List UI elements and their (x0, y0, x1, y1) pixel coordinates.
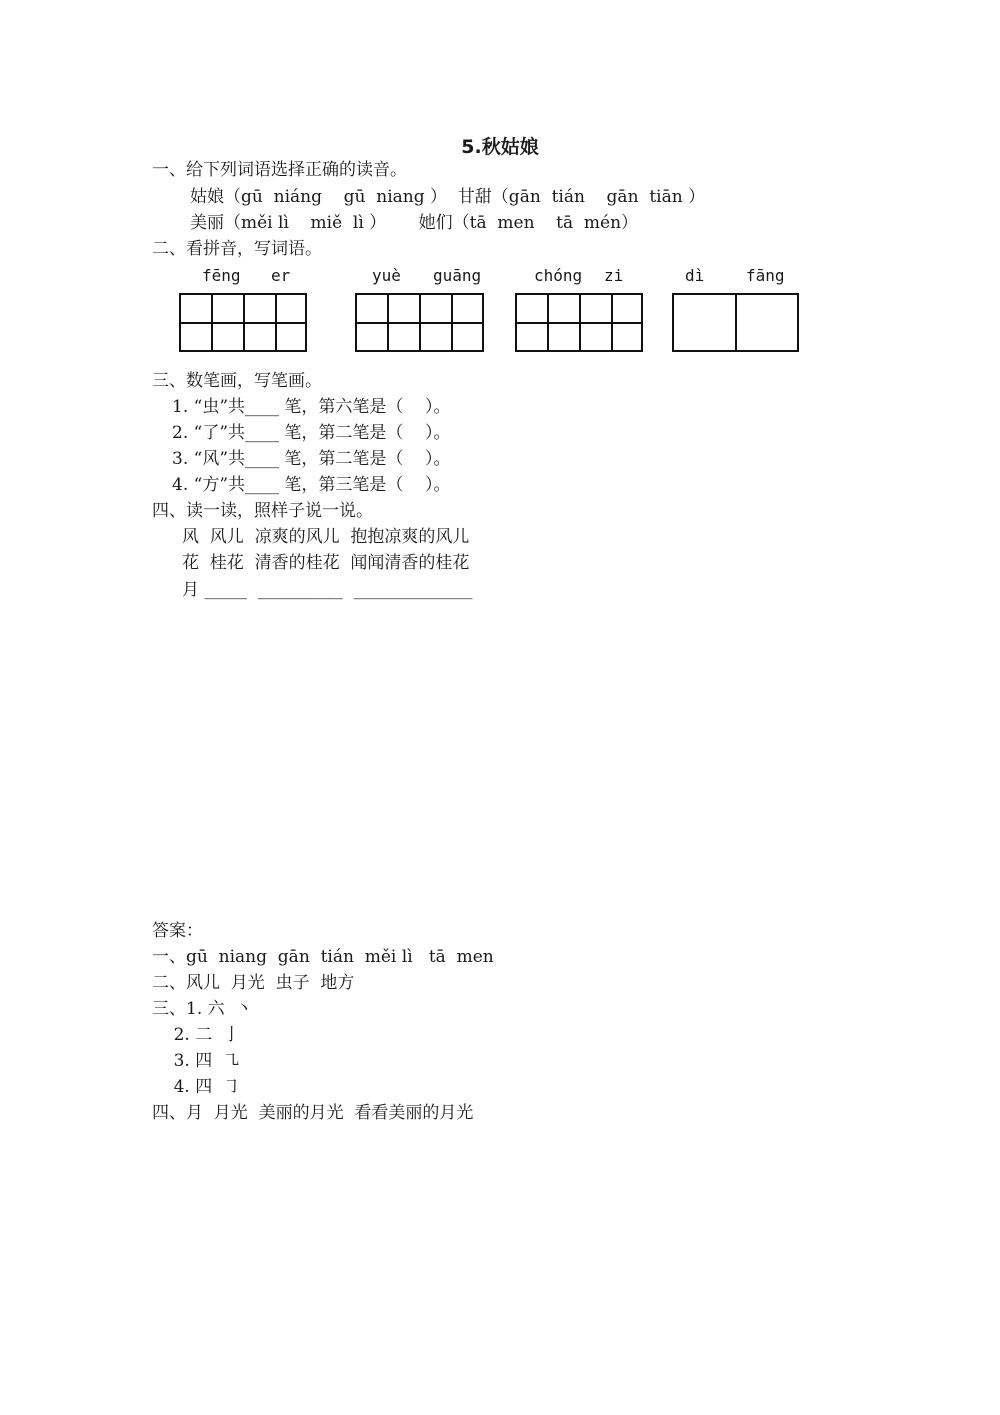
answer-3-3: 3. 四 ㇈ (152, 1051, 241, 1071)
pinyin-zi: zi (604, 266, 624, 285)
phrase-row-feng: 风 风儿 凉爽的风儿 抱抱凉爽的风儿 (182, 527, 470, 547)
writing-grid-chongzi[interactable] (515, 293, 643, 352)
phrase-row-hua: 花 桂花 清香的桂花 闻闻清香的桂花 (182, 553, 470, 573)
answer-1: 一、gū niang gān tián měi lì tā men (152, 947, 494, 967)
answer-4: 四、月 月光 美丽的月光 看看美丽的月光 (152, 1103, 474, 1123)
stroke-question-3: 3. “风”共____ 笔，第二笔是（ ）。 (172, 449, 451, 469)
section2-heading: 二、看拼音，写词语。 (152, 239, 322, 259)
section1-row-2: 美丽（měi lì miě lì ） 她们（tā men tā mén） (190, 213, 639, 233)
pinyin-er: er (271, 266, 291, 285)
section3-heading: 三、数笔画，写笔画。 (152, 371, 322, 391)
answer-3-1: 三、1. 六 丶 (152, 999, 253, 1019)
pinyin-yue: yuè (372, 266, 401, 285)
answers-heading: 答案： (152, 921, 203, 941)
section1-row-1: 姑娘（gū niáng gū niang ） 甘甜（gān tián gān tiān ） (190, 187, 706, 207)
answer-3-4: 4. 四 ㇆ (152, 1077, 241, 1097)
pinyin-guang: guāng (433, 266, 482, 285)
section1-heading: 一、给下列词语选择正确的读音。 (152, 160, 407, 180)
stroke-question-1: 1. “虫”共____ 笔，第六笔是（ ）。 (172, 397, 451, 417)
answer-3-2: 2. 二 亅 (152, 1025, 241, 1045)
writing-grid-difang[interactable] (672, 293, 799, 352)
section4-heading: 四、读一读，照样子说一说。 (152, 501, 373, 521)
pinyin-feng: fēng (202, 266, 241, 285)
pinyin-fang: fāng (746, 266, 785, 285)
pinyin-di: dì (685, 266, 705, 285)
stroke-question-2: 2. “了”共____ 笔，第二笔是（ ）。 (172, 423, 451, 443)
writing-grid-yueguang[interactable] (355, 293, 484, 352)
answer-2: 二、风儿 月光 虫子 地方 (152, 973, 355, 993)
writing-grid-fenger[interactable] (179, 293, 307, 352)
pinyin-chong: chóng (534, 266, 583, 285)
phrase-row-yue: 月 _____ __________ ______________ (182, 580, 473, 600)
page-title: 5.秋姑娘 (461, 136, 539, 158)
stroke-question-4: 4. “方”共____ 笔，第三笔是（ ）。 (172, 475, 451, 495)
